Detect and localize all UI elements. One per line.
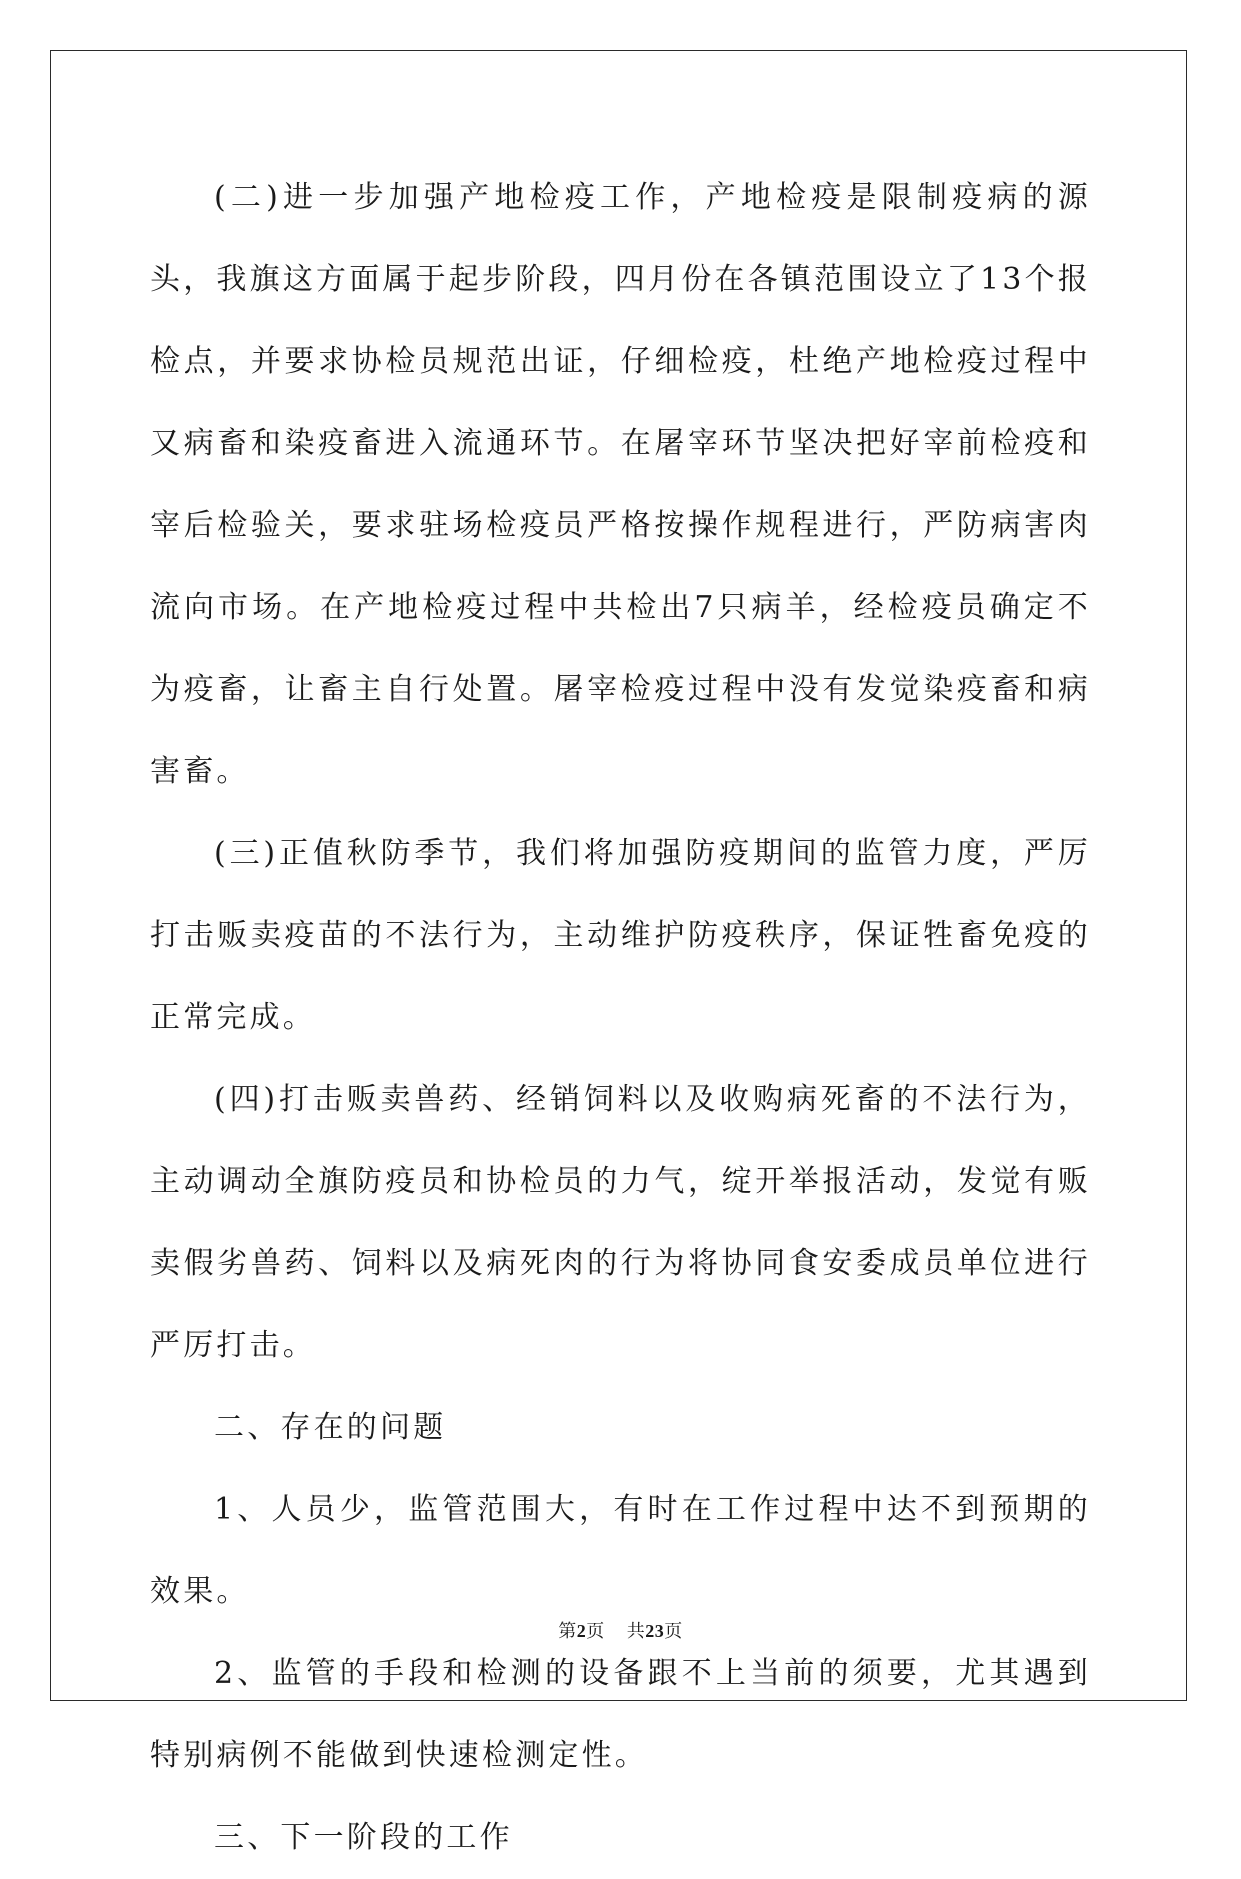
page-prefix: 第 [558, 1621, 577, 1642]
page-number: 2 [576, 1621, 587, 1641]
paragraph-autumn-prevention: (三)正值秋防季节，我们将加强防疫期间的监管力度，严厉打击贩卖疫苗的不法行为，主动维护防疫秩序，保证牲畜免疫的正常完成。 [150, 836, 1091, 1035]
page-footer [0, 1617, 1241, 1643]
paragraph-production-quarantine: (二)进一步加强产地检疫工作，产地检疫是限制疫病的源头，我旗这方面属于起步阶段，四月份在各镇范围设立了13个报检点，并要求协检员规范出证，仔细检疫，杜绝产地检疫过程中又病畜和染疫畜进入流通环节。在屠宰环节坚决把好宰前检疫和宰后检验关，要求驻场检疫员严格按操作规程进行，严防病害肉流向市场。在产地检疫过程中共检出7只病羊，经检疫员确定不为疫畜，让畜主自行处置。屠宰检疫过程中没有发觉染疫畜和病害畜。 [150, 180, 1091, 789]
total-prefix: 共 [626, 1621, 646, 1642]
problem-item-2: 2、监管的手段和检测的设备跟不上当前的须要，尤其遇到特别病例不能做到快速检测定性。 [150, 1656, 1091, 1773]
total-suffix: 页 [664, 1621, 683, 1642]
page-suffix: 页 [586, 1621, 605, 1642]
paragraph-crackdown: (四)打击贩卖兽药、经销饲料以及收购病死畜的不法行为，主动调动全旗防疫员和协检员的力气，绽开举报活动，发觉有贩卖假劣兽药、饲料以及病死肉的行为将协同食安委成员单位进行严厉打击。 [150, 1082, 1091, 1363]
heading-next-stage-work: 三、下一阶段的工作 [214, 1820, 513, 1855]
problem-item-1: 1、人员少，监管范围大，有时在工作过程中达不到预期的效果。 [150, 1492, 1091, 1609]
total-pages: 23 [645, 1621, 665, 1641]
heading-existing-problems: 二、存在的问题 [214, 1410, 447, 1445]
